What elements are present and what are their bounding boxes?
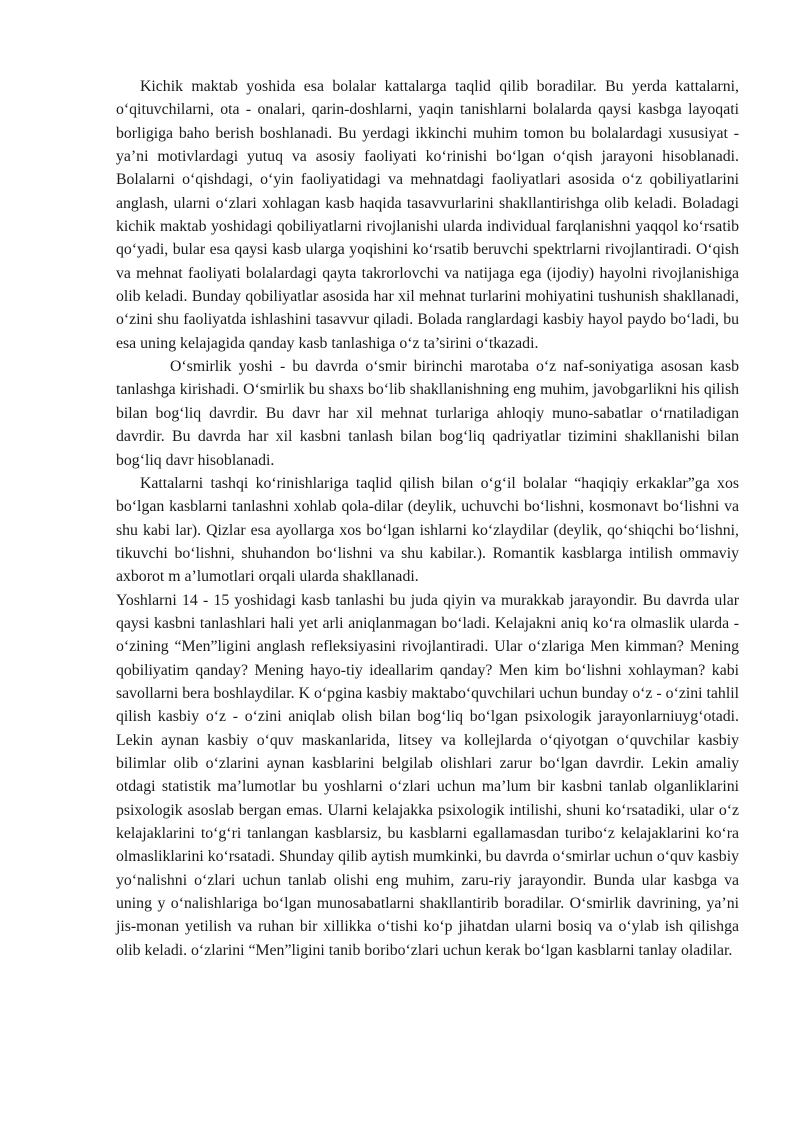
document-body	[116, 75, 739, 962]
paragraph-yoshlarni-kasb-tanlashi: Yoshlarni 14 - 15 yoshidagi kasb tanlashi bu juda qiyin va murakkab jarayondir. Bu davrda ular qaysi kasbni tanlashlari hali yet arli aniqlanmagan bo‘ladi. Kelajakni aniq ko‘ra olmaslik ularda - o‘zining “Men”ligini anglash refleksiyasini rivojlantiradi. Ular o‘zlariga Men kimman? Mening qobiliyatim qanday? Mening hayo-tiy ideallarim qanday? Men kim bo‘lishni xohlayman? kabi savollarni bera boshlaydilar. K o‘pgina kasbiy maktabo‘quvchilari uchun bunday o‘z - o‘zini tahlil qilish kasbiy o‘z - o‘zini aniqlab olish bilan bog‘liq bo‘lgan psixologik jarayonlarniuyg‘otadi. Lekin aynan kasbiy o‘quv maskanlarida, litsey va kollejlarda o‘qiyotgan o‘quvchilar kasbiy bilimlar olib o‘zlarini aynan kasblarini belgilab olishlari zarur bo‘lgan davrdir. Lekin amaliy otdagi statistik ma’lumotlar bu yoshlarni o‘zlari uchun ma’lum bir kasbni tanlab olganliklarini psixologik asoslab bergan emas. Ularni kelajakka psixologik intilishi, shuni ko‘rsatadiki, ular o‘z kelajaklarini to‘g‘ri tanlangan kasblarsiz, bu kasblarni egallamasdan turibo‘z kelajaklarini ko‘ra olmasliklarini ko‘rsatadi. Shunday qilib aytish mumkinki, bu davrda o‘smirlar uchun o‘quv kasbiy yo‘nalishni o‘zlari uchun tanlab olishi eng muhim, zaru-riy jarayondir. Bunda ular kasbga va uning y o‘nalishlariga bo‘lgan munosabatlarni shakllantirib boradilar. O‘smirlik davrining, ya’ni jis-monan yetilish va ruhan bir xillikka o‘tishi ko‘p jihatdan ularni bosiq va o‘ylab ish qilishga olib keladi. o‘zlarini “Men”ligini tanib boribo‘zlari uchun kerak bo‘lgan kasblarni tanlay oladilar.	[116, 591, 739, 959]
paragraph-kichik-maktab: Kichik maktab yoshida esa bolalar kattalarga taqlid qilib boradilar. Bu yerda kattalarni, o‘qituvchilarni, ota - onalari, qarin-doshlarni, yaqin tanishlarni bolalarda qaysi kasbga layoqati borligiga baho berish boshlanadi. Bu yerdagi ikkinchi muhim tomon bu bolalardagi xususiyat -ya’ni motivlardagi yutuq va asosiy faoliyati ko‘rinishi bo‘lgan o‘qish jarayoni hisoblanadi. Bolalarni o‘qishdagi, o‘yin faoliyatidagi va mehnatdagi faoliyatlari asosida o‘z qobiliyatlarini anglash, ularni o‘zlari xohlagan kasb haqida tasavvurlarini shakllantirishga olib keladi. Boladagi kichik maktab yoshidagi qobiliyatlarni rivojlanishi ularda individual farqlanishni yaqqol ko‘rsatib qo‘yadi, bular esa qaysi kasb ularga yoqishini ko‘rsatib beruvchi spektrlarni rivojlantiradi. O‘qish va mehnat faoliyati bolalardagi qayta takrorlovchi va natijaga ega (ijodiy) hayolni rivojlanishiga olib keladi. Bunday qobiliyatlar asosida har xil mehnat turlarini mohiyatini tushunish shakllanadi, o‘zini shu faoliyatda ishlashini tasavvur qiladi. Bolada ranglardagi kasbiy hayol paydo bo‘ladi, bu esa uning kelajagida qanday kasb tanlashiga o‘z ta’sirini o‘tkazadi.	[116, 78, 739, 352]
paragraph-kattalarni-tashqi: Kattalarni tashqi ko‘rinishlariga taqlid qilish bilan o‘g‘il bolalar “haqiqiy erkaklar”ga xos bo‘lgan kasblarni tanlashni xohlab qola-dilar (deylik, uchuvchi bo‘lishni, kosmonavt bo‘lishni va shu kabi lar). Qizlar esa ayollarga xos bo‘lgan ishlarni ko‘zlaydilar (deylik, qo‘shiqchi bo‘lishni, tikuvchi bo‘lishni, shuhandon bo‘lishni va shu kabilar.). Romantik kasblarga intilish ommaviy axborot m a’lumotlari orqali ularda shakllanadi.	[116, 474, 739, 586]
paragraph-osmirlik-yoshi: O‘smirlik yoshi - bu davrda o‘smir birinchi marotaba o‘z naf-soniyatiga asosan kasb tanlashga kirishadi. O‘smirlik bu shaxs bo‘lib shakllanishning eng muhim, javobgarlikni his qilish bilan bog‘liq davrdir. Bu davr har xil mehnat turlariga ahloqiy muno-sabatlar o‘rnatiladigan davrdir. Bu davrda har xil kasbni tanlash bilan bog‘liq qadriyatlar tizimini shakllanishi bilan bog‘liq davr hisoblanadi.	[116, 358, 739, 469]
